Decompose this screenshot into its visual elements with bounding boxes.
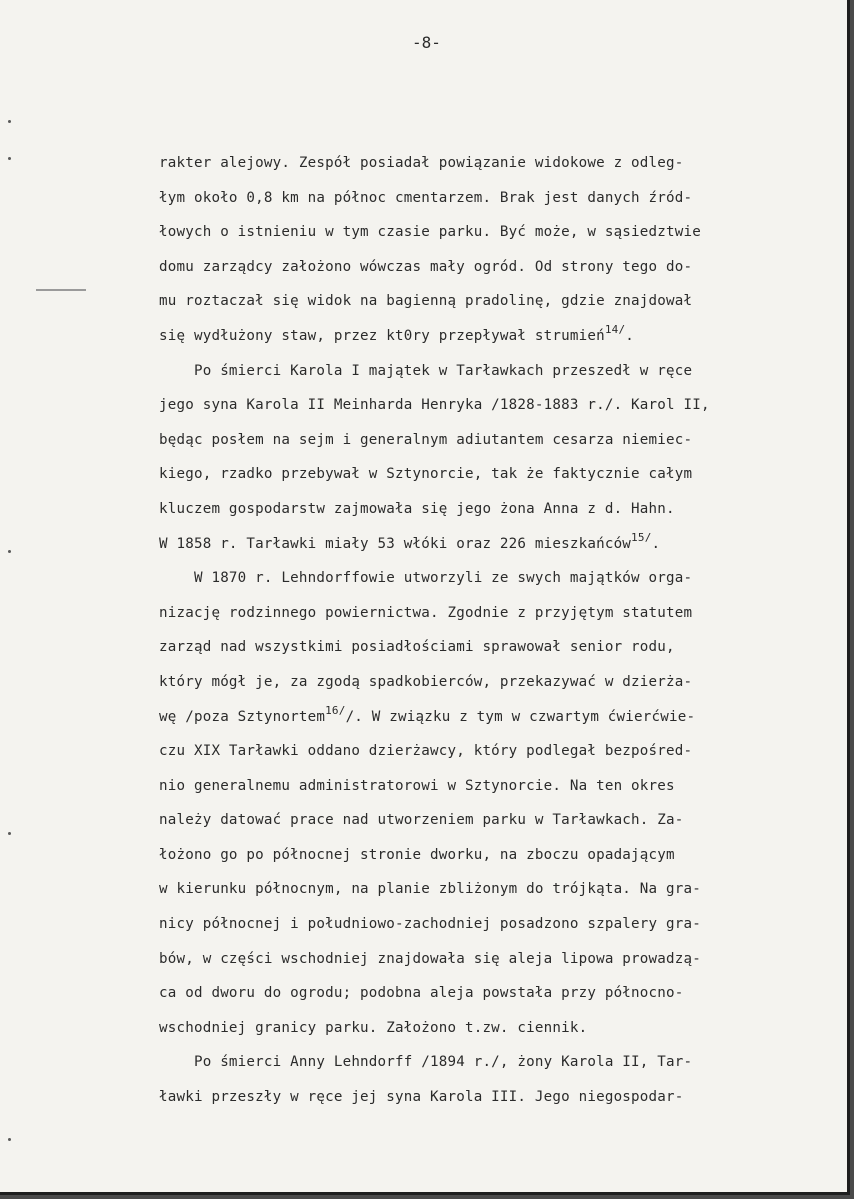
text-line — [159, 630, 807, 665]
text-line-content: Po śmierci Anny Lehndorff /1894 r./, żony Karola II, Tar- — [159, 1054, 693, 1071]
text-line — [159, 250, 807, 285]
text-line-content: wę /poza Sztynortem — [159, 708, 326, 725]
text-line — [159, 872, 807, 907]
text-line-content: jego syna Karola II Meinharda Henryka /1828-1883 r./. Karol II, — [159, 397, 710, 414]
text-line — [159, 388, 807, 423]
text-line — [159, 769, 807, 804]
text-line-content: nicy północnej i południowo-zachodniej posadzono szpalery gra- — [159, 916, 701, 933]
text-line — [159, 907, 807, 942]
footnote-reference: 16/ — [325, 703, 346, 717]
text-line-tail: . — [625, 327, 635, 344]
text-line-content: ławki przeszły w ręce jej syna Karola III. Jego niegospodar- — [159, 1089, 684, 1106]
text-line — [159, 319, 807, 354]
text-line — [159, 976, 807, 1011]
text-line-content: rakter alejowy. Zespół posiadał powiązanie widokowe z odleg- — [159, 155, 684, 171]
text-line — [159, 596, 807, 631]
footnote-reference: 14/ — [604, 322, 626, 336]
text-line-content: kiego, rzadko przebywał w Sztynorcie, tak że faktycznie całym — [159, 466, 693, 483]
text-line-content: się wydłużony staw, przez kt0ry przepływał strumień — [159, 327, 605, 344]
text-line — [159, 803, 807, 838]
text-line — [159, 284, 807, 319]
margin-mark — [8, 120, 11, 123]
text-line — [159, 700, 807, 735]
document-body — [159, 146, 807, 1115]
text-line-content: wschodniej granicy parku. Założono t.zw. ciennik. — [159, 1019, 588, 1036]
text-line — [159, 561, 807, 596]
page-number: -8- — [412, 33, 441, 52]
text-line — [159, 734, 807, 769]
text-line-content: bów, w części wschodniej znajdowała się aleja lipowa prowadzą- — [159, 950, 701, 967]
text-line — [159, 1011, 807, 1046]
text-line — [159, 1080, 807, 1115]
text-line — [159, 146, 807, 181]
text-line — [159, 457, 807, 492]
text-line — [159, 527, 807, 562]
text-line-content: W 1870 r. Lehndorffowie utworzyli ze swych majątków orga- — [159, 570, 693, 587]
text-line-content: w kierunku północnym, na planie zbliżonym do trójkąta. Na gra- — [159, 881, 701, 898]
text-line-tail: . — [651, 535, 661, 552]
margin-dash-mark — [36, 289, 86, 291]
text-line-content: nizację rodzinnego powiernictwa. Zgodnie z przyjętym statutem — [159, 604, 693, 621]
text-line-content: łowych o istnieniu w tym czasie parku. Być może, w sąsiedztwie — [159, 224, 701, 241]
margin-mark — [8, 832, 11, 835]
text-line-content: kluczem gospodarstw zajmowała się jego żona Anna z d. Hahn. — [159, 500, 675, 517]
text-line — [159, 492, 807, 527]
text-line-content: nio generalnemu administratorowi w Sztynorcie. Na ten okres — [159, 777, 675, 794]
text-line-content: Po śmierci Karola I majątek w Tarławkach przeszedł w ręce — [159, 362, 693, 379]
text-line-content: domu zarządcy założono wówczas mały ogród. Od strony tego do- — [159, 258, 693, 275]
text-line-content: należy datować prace nad utworzeniem parku w Tarławkach. Za- — [159, 812, 684, 829]
text-line — [159, 1045, 807, 1080]
margin-mark — [8, 550, 11, 553]
text-line — [159, 215, 807, 250]
text-line — [159, 423, 807, 458]
text-line-content: czu XIX Tarławki oddano dzierżawcy, który podlegał bezpośred- — [159, 743, 693, 760]
margin-mark — [8, 157, 11, 160]
margin-mark — [8, 1138, 11, 1141]
text-line-content: mu roztaczał się widok na bagienną pradolinę, gdzie znajdował — [159, 293, 693, 310]
text-line — [159, 665, 807, 700]
text-line-content: W 1858 r. Tarławki miały 53 włóki oraz 226 mieszkańców — [159, 535, 632, 552]
text-line-content: łym około 0,8 km na północ cmentarzem. Brak jest danych źród- — [159, 189, 693, 206]
text-line-content: łożono go po północnej stronie dworku, na zboczu opadającym — [159, 846, 675, 863]
text-line-content: który mógł je, za zgodą spadkobierców, przekazywać w dzierża- — [159, 673, 693, 690]
text-line — [159, 942, 807, 977]
text-line-content: będąc posłem na sejm i generalnym adiutantem cesarza niemiec- — [159, 431, 693, 448]
text-line-content: ca od dworu do ogrodu; podobna aleja powstała przy północno- — [159, 985, 684, 1002]
text-line-content: zarząd nad wszystkimi posiadłościami sprawował senior rodu, — [159, 639, 675, 656]
text-line — [159, 354, 807, 389]
footnote-reference: 15/ — [631, 530, 652, 544]
text-line — [159, 181, 807, 216]
text-line — [159, 838, 807, 873]
text-line-tail: /. W związku z tym w czwartym ćwierćwie- — [345, 708, 696, 725]
